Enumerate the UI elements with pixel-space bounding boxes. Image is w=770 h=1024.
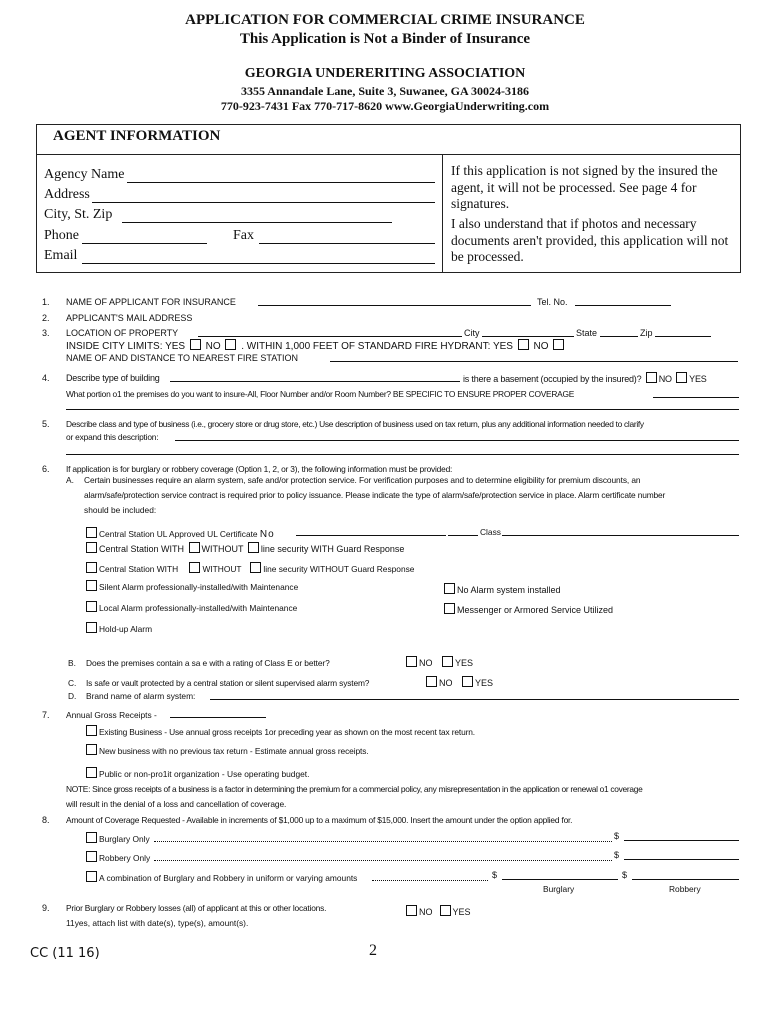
q4-basement-row [463, 372, 707, 384]
q8-combo-dollar-2: $ [622, 870, 628, 880]
agent-divider [442, 154, 443, 272]
q3-station-label: NAME OF AND DISTANCE TO NEAREST FIRE STATION [66, 353, 299, 363]
q6-holdup-row [84, 622, 152, 634]
q3-city-label: City [464, 328, 480, 338]
q6-intro: If application is for burglary or robbery coverage (Option 1, 2, or 3), the following information must be provided: [66, 464, 453, 474]
form-code: CC (11 16) [30, 946, 100, 961]
q6-messenger-checkbox[interactable] [444, 603, 455, 614]
q5-line2: or expand this description: [66, 432, 159, 442]
q7-receipts-field[interactable] [170, 717, 266, 718]
q3-location-field[interactable] [198, 336, 462, 337]
q6-central-ul-checkbox[interactable] [86, 527, 97, 538]
q8-robbery-leader [154, 859, 612, 861]
org-contact: 770-923-7431 Fax 770-717-8620 www.GeorgiaUnderwriting.com [220, 99, 550, 113]
q6-c-label: C. [68, 678, 77, 688]
q7-number: 7. [42, 710, 50, 720]
q2-label: APPLICANT'S MAIL ADDRESS [66, 313, 193, 323]
q9-line1: Prior Burglary or Robbery losses (all) of applicant at this or other locations. [66, 903, 327, 913]
q4-basement-yes-checkbox[interactable] [676, 372, 687, 383]
q7-label: Annual Gross Receipts - [66, 710, 157, 720]
q8-label: Amount of Coverage Requested - Available in increments of $1,000 up to a maximum of $15,000. Insert the amount under the option applied for. [66, 815, 573, 825]
agent-info-box [36, 124, 741, 273]
q8-robbery-only-label: Robbery Only [99, 853, 151, 863]
q8-robbery-dollar: $ [614, 850, 620, 860]
q3-number: 3. [42, 328, 50, 338]
q6-number: 6. [42, 464, 50, 474]
q6-c-yes-checkbox[interactable] [462, 676, 473, 687]
q8-number: 8. [42, 815, 50, 825]
q6-central-with2-label: Central Station WITH [99, 564, 179, 574]
page-number: 2 [369, 942, 377, 959]
q8-burglary-only-checkbox[interactable] [86, 832, 97, 843]
q6-c-options [424, 676, 493, 688]
org-name: GEORGIA UNDERERITING ASSOCIATION [244, 66, 526, 81]
q4-label: Describe type of building [66, 373, 160, 383]
q2-number: 2. [42, 313, 50, 323]
q6-no-label: No [259, 529, 275, 540]
q7-new-checkbox[interactable] [86, 744, 97, 755]
q8-combo-burglary-field[interactable] [502, 879, 618, 880]
q3-limits-label: INSIDE CITY LIMITS: YES [66, 341, 186, 352]
q8-combo-leader [372, 879, 488, 881]
address-field[interactable] [92, 202, 435, 203]
email-field[interactable] [82, 263, 435, 264]
q6-line-sec-checkbox[interactable] [248, 542, 259, 553]
q6-line-sec2-checkbox[interactable] [250, 562, 261, 573]
fax-field[interactable] [259, 243, 435, 244]
q8-robbery-amount-field[interactable] [624, 859, 739, 860]
q7-new-label: New business with no previous tax return - Estimate annual gross receipts. [99, 746, 369, 756]
q8-combo-row [84, 871, 357, 883]
fax-label: Fax [233, 228, 254, 243]
q9-no-label: NO [419, 907, 433, 917]
q3-label: LOCATION OF PROPERTY [66, 328, 179, 338]
q6-central-with-checkbox[interactable] [86, 542, 97, 553]
q6-class-label: Class [480, 527, 501, 537]
q3-state-label: State [576, 328, 598, 338]
q6-b-yes-checkbox[interactable] [442, 656, 453, 667]
q6-b-no-checkbox[interactable] [406, 656, 417, 667]
q3-hydrant-no-label: NO [533, 341, 549, 352]
form-subtitle: This Application is Not a Binder of Insurance [239, 31, 531, 47]
q4-yes-label: YES [689, 374, 707, 384]
q6-a-line1: Certain businesses require an alarm system, safe and/or protection service. For verification purposes and to determine eligibility for premium discounts, an [84, 475, 641, 485]
q4-portion-field-2[interactable] [66, 409, 739, 410]
q6-central-ul-row [84, 527, 275, 540]
q6-without-checkbox[interactable] [189, 542, 200, 553]
q3-city-field[interactable] [482, 336, 574, 337]
agency-name-field[interactable] [127, 182, 435, 183]
q3-limits-row [66, 339, 566, 352]
email-label: Email [44, 248, 78, 263]
q8-burglary-dollar: $ [614, 831, 620, 841]
q6-d-brand-field[interactable] [210, 699, 739, 700]
q7-public-row [84, 767, 309, 779]
q9-yes-checkbox[interactable] [440, 905, 451, 916]
q6-no-alarm-label: No Alarm system installed [457, 585, 561, 595]
q6-messenger-label: Messenger or Armored Service Utilized [457, 605, 614, 615]
q1-label: NAME OF APPLICANT FOR INSURANCE [66, 297, 236, 307]
city-field[interactable] [122, 222, 392, 223]
q6-b-label: B. [68, 658, 76, 668]
agent-notice-1: If this application is not signed by the insured the agent, it will not be processed. See page 4 for signatures. [451, 163, 718, 211]
phone-label: Phone [44, 228, 79, 243]
q8-combo-label: A combination of Burglary and Robbery in uniform or varying amounts [99, 873, 358, 883]
q6-silent-row [84, 580, 298, 592]
q4-basement-label: is there a basement (occupied by the insured)? [463, 374, 642, 384]
q6-holdup-checkbox[interactable] [86, 622, 97, 633]
q4-portion-field[interactable] [653, 397, 739, 398]
agent-notice-2: I also understand that if photos and necessary documents aren't provided, this application will not be processed. [451, 216, 729, 264]
q1-tel-field[interactable] [575, 305, 671, 306]
q6-local-row [84, 601, 297, 613]
q8-burglary-caption: Burglary [543, 884, 575, 894]
q9-number: 9. [42, 903, 50, 913]
q4-portion-label: What portion o1 the premises do you want to insure-All, Floor Number and/or Room Number? BE SPECIFIC TO ENSURE PROPER COVERAGE [66, 389, 575, 399]
q8-burglary-amount-field[interactable] [624, 840, 739, 841]
q3-state-field[interactable] [600, 336, 638, 337]
q1-tel-label: Tel. No. [537, 297, 568, 307]
agency-name-label: Agency Name [44, 167, 125, 182]
q7-new-row [84, 744, 369, 756]
q4-number: 4. [42, 373, 50, 383]
q5-description-field[interactable] [175, 440, 739, 441]
q8-robbery-only-checkbox[interactable] [86, 851, 97, 862]
q6-b-yes-label: YES [455, 658, 474, 668]
city-label: City, St. Zip [44, 207, 113, 222]
form-title: APPLICATION FOR COMMERCIAL CRIME INSURANCE [185, 12, 585, 28]
q3-hydrant-no-checkbox[interactable] [553, 339, 564, 350]
q6-a-label: A. [66, 475, 74, 485]
q7-note-line2: will result in the denial of a loss and cancellation of coverage. [66, 799, 287, 809]
q6-class-field-lead[interactable] [448, 535, 478, 536]
q1-number: 1. [42, 297, 50, 307]
q6-c-text: Is safe or vault protected by a central station or silent supervised alarm system? [86, 678, 370, 688]
q6-central-with-label: Central Station WITH [99, 544, 185, 554]
q6-b-options [404, 656, 473, 668]
q8-burglary-only-row [84, 832, 150, 844]
q6-holdup-label: Hold-up Alarm [99, 624, 153, 634]
q3-limits-yes-checkbox[interactable] [190, 339, 201, 350]
q6-silent-checkbox[interactable] [86, 580, 97, 591]
q6-central-with2-checkbox[interactable] [86, 562, 97, 573]
q5-description-field-2[interactable] [66, 454, 739, 455]
q6-without2-label: WITHOUT [202, 564, 242, 574]
q3-hydrant-yes-checkbox[interactable] [518, 339, 529, 350]
q7-existing-label: Existing Business - Use annual gross receipts 1or preceding year as shown on the most recent tax return. [99, 727, 475, 737]
q8-burglary-leader [154, 840, 612, 842]
q6-line-sec-noguard-label: line security WITHOUT Guard Response [263, 564, 415, 574]
q9-yes-label: YES [452, 907, 471, 917]
q8-combo-dollar-1: $ [492, 870, 498, 880]
q7-existing-checkbox[interactable] [86, 725, 97, 736]
q8-combo-checkbox[interactable] [86, 871, 97, 882]
agent-info-heading: AGENT INFORMATION [53, 128, 221, 144]
q6-local-checkbox[interactable] [86, 601, 97, 612]
q6-c-no-label: NO [439, 678, 453, 688]
q6-no-alarm-checkbox[interactable] [444, 583, 455, 594]
q4-no-label: NO [658, 374, 672, 384]
q3-hydrant-label: . WITHIN 1,000 FEET OF STANDARD FIRE HYDRANT: YES [241, 341, 513, 352]
q6-silent-label: Silent Alarm professionally-installed/with Maintenance [99, 582, 299, 592]
q1-applicant-field[interactable] [258, 305, 531, 306]
q6-ul-cert-field[interactable] [296, 535, 446, 536]
q6-without2-checkbox[interactable] [189, 562, 200, 573]
q4-building-field[interactable] [170, 381, 460, 382]
q6-c-no-checkbox[interactable] [426, 676, 437, 687]
q6-d-label: D. [68, 691, 77, 701]
agent-info-heading-row [37, 125, 740, 155]
q6-a-line2: alarm/safe/protection service contract is required prior to policy issuance. Please indicate the type of alarm/safe/protection service in place. Alarm certificate number [84, 490, 666, 500]
q6-b-no-label: NO [419, 658, 433, 668]
q6-no-alarm-row [442, 583, 561, 595]
q8-robbery-caption: Robbery [669, 884, 701, 894]
q9-line2: 11yes, attach list with date(s), type(s), amount(s). [66, 918, 249, 928]
q3-limits-no-checkbox[interactable] [225, 339, 236, 350]
q6-central-noguard-row [84, 562, 414, 574]
q3-zip-label: Zip [640, 328, 653, 338]
q4-basement-no-checkbox[interactable] [646, 372, 657, 383]
address-label: Address [44, 187, 90, 202]
q6-a-line3: should be included: [84, 505, 157, 515]
q5-line1: Describe class and type of business (i.e., grocery store or drug store, etc.) Use description of business used on tax return, plus any additional information needed to clarify [66, 419, 644, 429]
q6-class-field[interactable] [502, 535, 739, 536]
q6-b-text: Does the premises contain a sa e with a rating of Class E or better? [86, 658, 330, 668]
q5-number: 5. [42, 419, 50, 429]
q6-local-label: Local Alarm professionally-installed/with Maintenance [99, 603, 298, 613]
q6-d-text: Brand name of alarm system: [86, 691, 196, 701]
q7-existing-row [84, 725, 475, 737]
q7-note-line1: NOTE: Since gross receipts of a business is a factor in determining the premium for a commercial policy, any misrepresentation in the application or renewal o1 coverage [66, 784, 643, 794]
q6-central-guard-row [84, 542, 404, 554]
q8-robbery-only-row [84, 851, 150, 863]
q8-combo-robbery-field[interactable] [632, 879, 739, 880]
q7-public-label: Public or non-pro1it organization - Use operating budget. [99, 769, 310, 779]
q9-no-checkbox[interactable] [406, 905, 417, 916]
q7-public-checkbox[interactable] [86, 767, 97, 778]
phone-field[interactable] [82, 243, 207, 244]
q8-burglary-only-label: Burglary Only [99, 834, 150, 844]
q3-station-field[interactable] [330, 361, 738, 362]
q6-central-ul-label: Central Station UL Approved UL Certificate [99, 529, 258, 539]
q6-c-yes-label: YES [475, 678, 494, 688]
q3-zip-field[interactable] [655, 336, 711, 337]
org-address: 3355 Annandale Lane, Suite 3, Suwanee, GA 30024-3186 [240, 84, 530, 98]
q3-limits-no-label: NO [205, 341, 221, 352]
q9-options [404, 905, 471, 917]
q6-without-label: WITHOUT [201, 544, 244, 554]
q6-line-sec-guard-label: line security WITH Guard Response [260, 544, 405, 554]
q6-messenger-row [442, 603, 613, 615]
